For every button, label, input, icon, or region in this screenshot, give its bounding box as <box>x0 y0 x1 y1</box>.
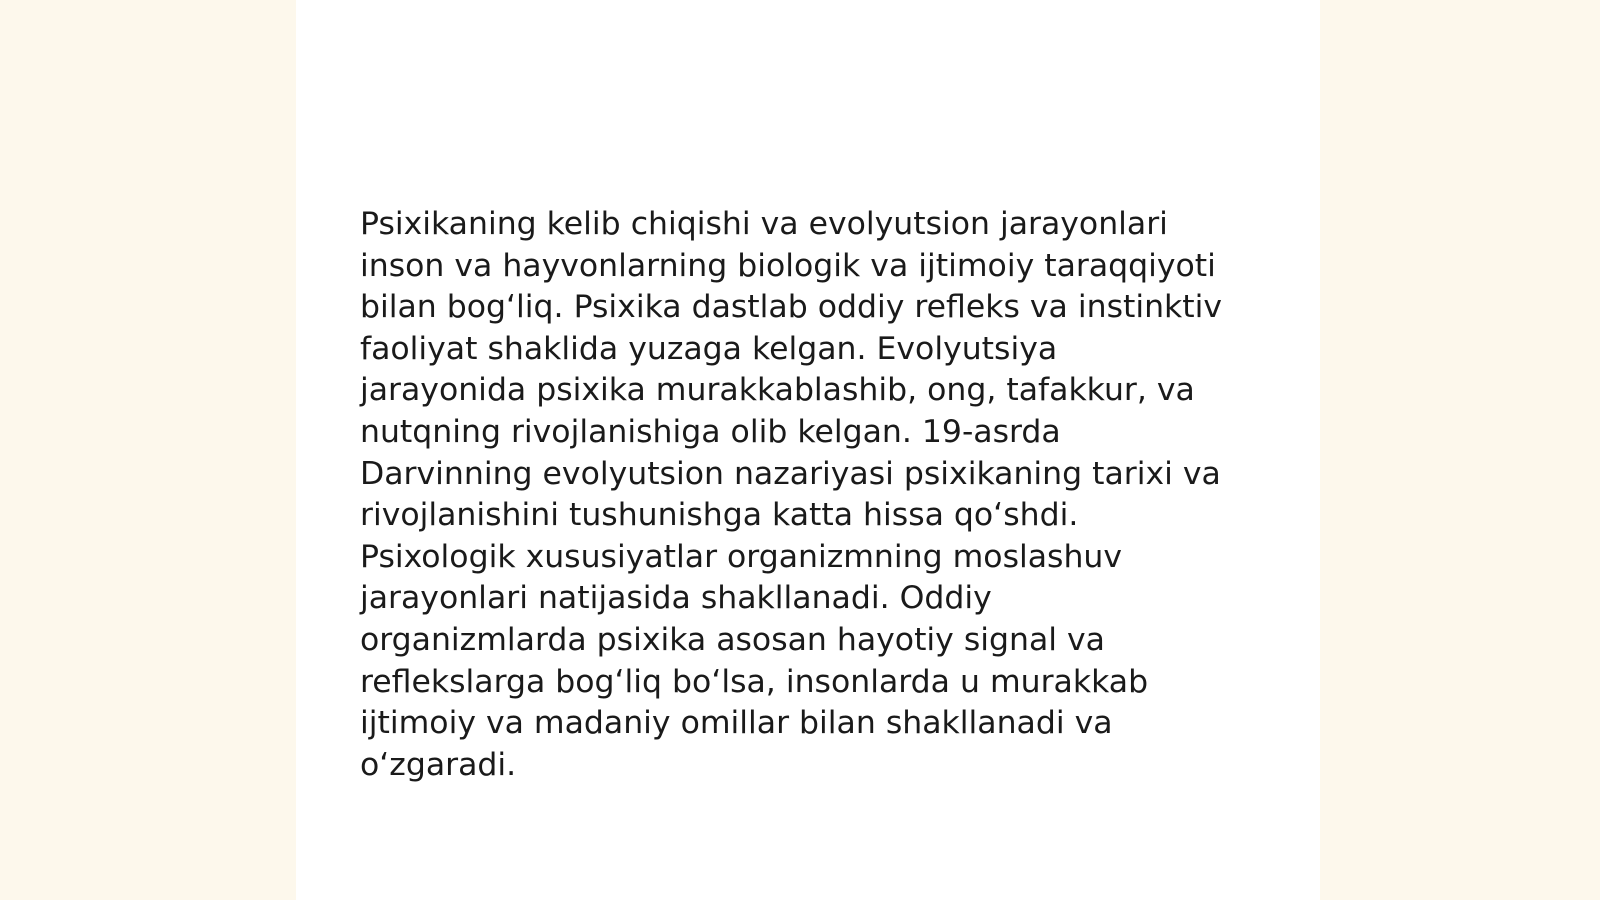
left-background-panel <box>0 0 296 900</box>
slide-body-text: Psixikaning kelib chiqishi va evolyutsion jarayonlari inson va hayvonlarning biologik va ijtimoiy taraqqiyoti bilan bogʻliq. Psixika dastlab oddiy refleks va instinktiv faoliyat shaklida yuzaga kelgan. Evolyutsiya jarayonida psixika murakkablashib, ong, tafakkur, va nutqning rivojlanishiga olib kelgan. 19-asrda Darvinning evolyutsion nazariyasi psixikaning tarixi va rivojlanishini tushunishga katta hissa qoʻshdi. Psixologik xususiyatlar organizmning moslashuv jarayonlari natijasida shakllanadi. Oddiy organizmlarda psixika asosan hayotiy signal va reflekslarga bogʻliq boʻlsa, insonlarda u murakkab ijtimoiy va madaniy omillar bilan shakllanadi va oʻzgaradi. <box>360 206 1223 783</box>
right-background-panel <box>1320 0 1600 900</box>
slide <box>296 0 1320 900</box>
